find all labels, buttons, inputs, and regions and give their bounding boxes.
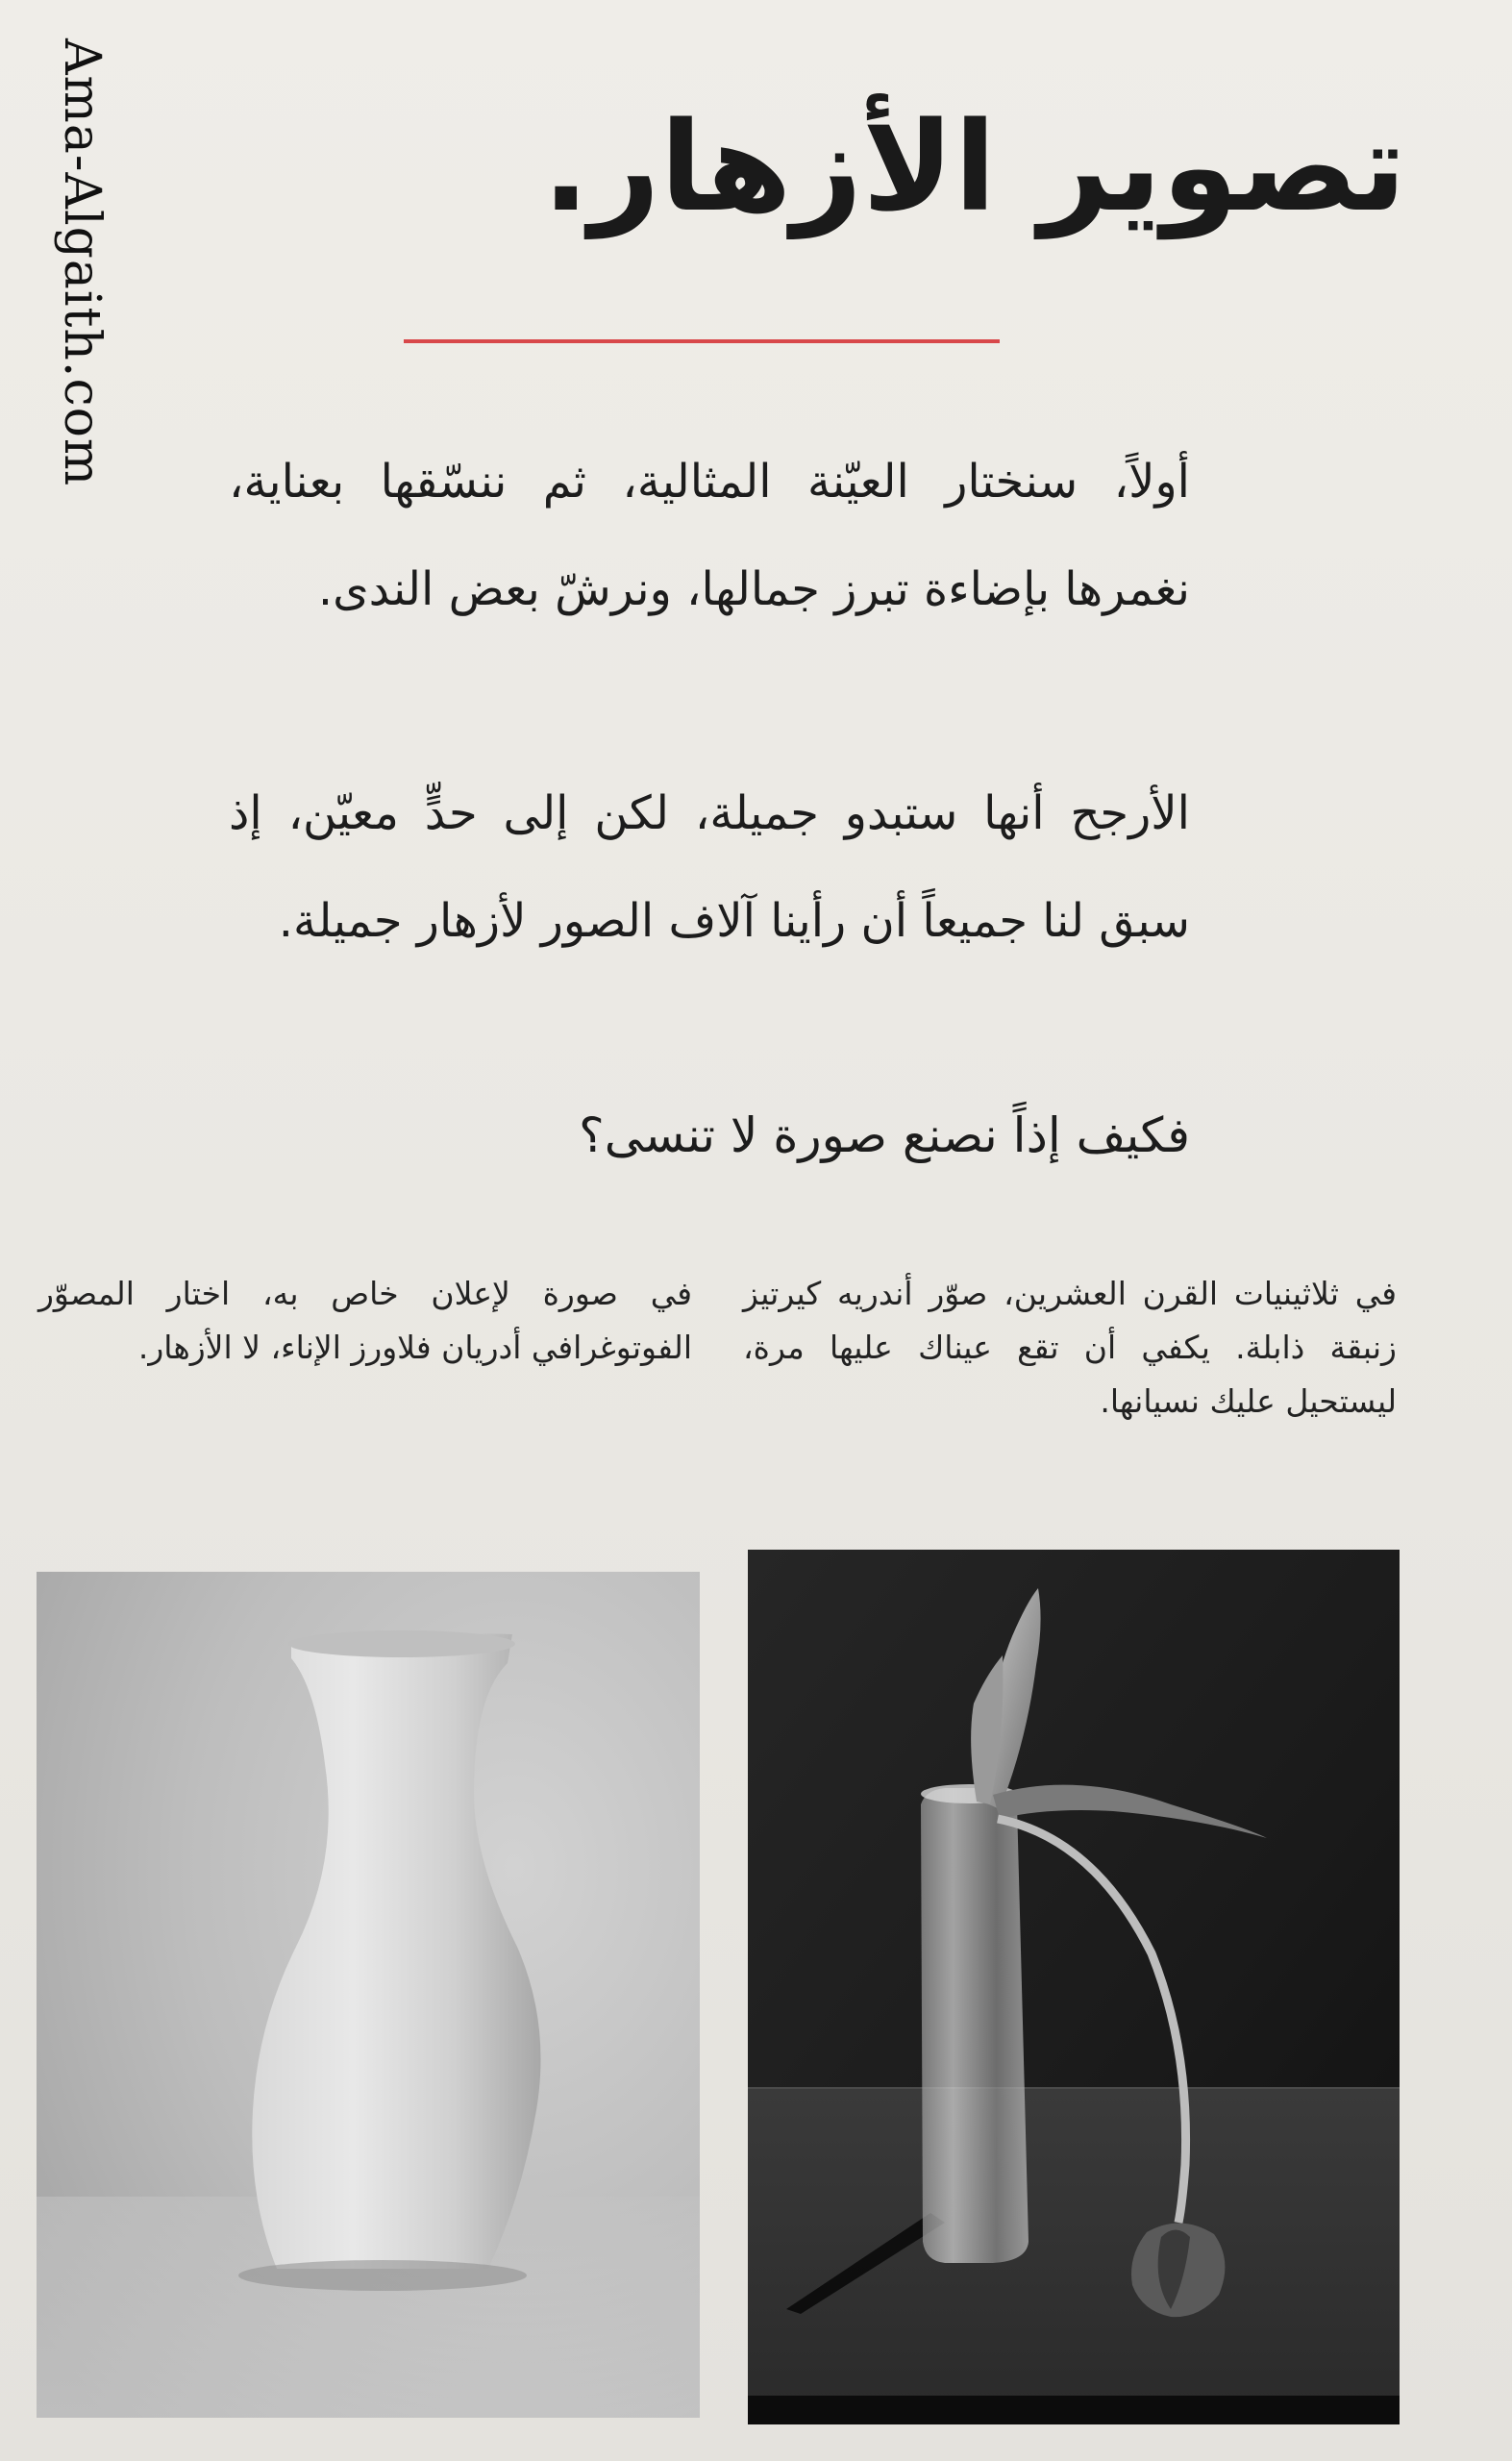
paragraph-1: أولاً، سنختار العيّنة المثالية، ثم ننسّقها بعناية، نغمرها بإضاءة تبرز جمالها، ونرشّ بعض الندى.: [229, 455, 1190, 616]
tulip-photo: [748, 1550, 1400, 2424]
vase-photo: [37, 1572, 700, 2418]
caption-vase: في صورة لإعلان خاص به، اختار المصوّر الفوتوغرافي أدريان فلاورز الإناء، لا الأزهار.: [38, 1275, 692, 1366]
question-line: فكيف إذاً نصنع صورة لا تنسى؟: [579, 1107, 1190, 1163]
tulip-illustration: [748, 1550, 1400, 2424]
vase-illustration: [37, 1572, 700, 2418]
title-divider: [404, 339, 1000, 343]
page-title: تصوير الأزهار.: [542, 96, 1406, 239]
paragraph-2: الأرجح أنها ستبدو جميلة، لكن إلى حدٍّ معيّن، إذ سبق لنا جميعاً أن رأينا آلاف الصور لأزهار جميلة.: [229, 786, 1190, 948]
watermark-text: Ama-Algaith.com: [53, 38, 111, 487]
caption-tulip: في ثلاثينيات القرن العشرين، صوّر أندريه كيرتيز زنبقة ذابلة. يكفي أن تقع عيناك عليها مرة، ليستحيل عليك نسيانها.: [743, 1275, 1397, 1420]
